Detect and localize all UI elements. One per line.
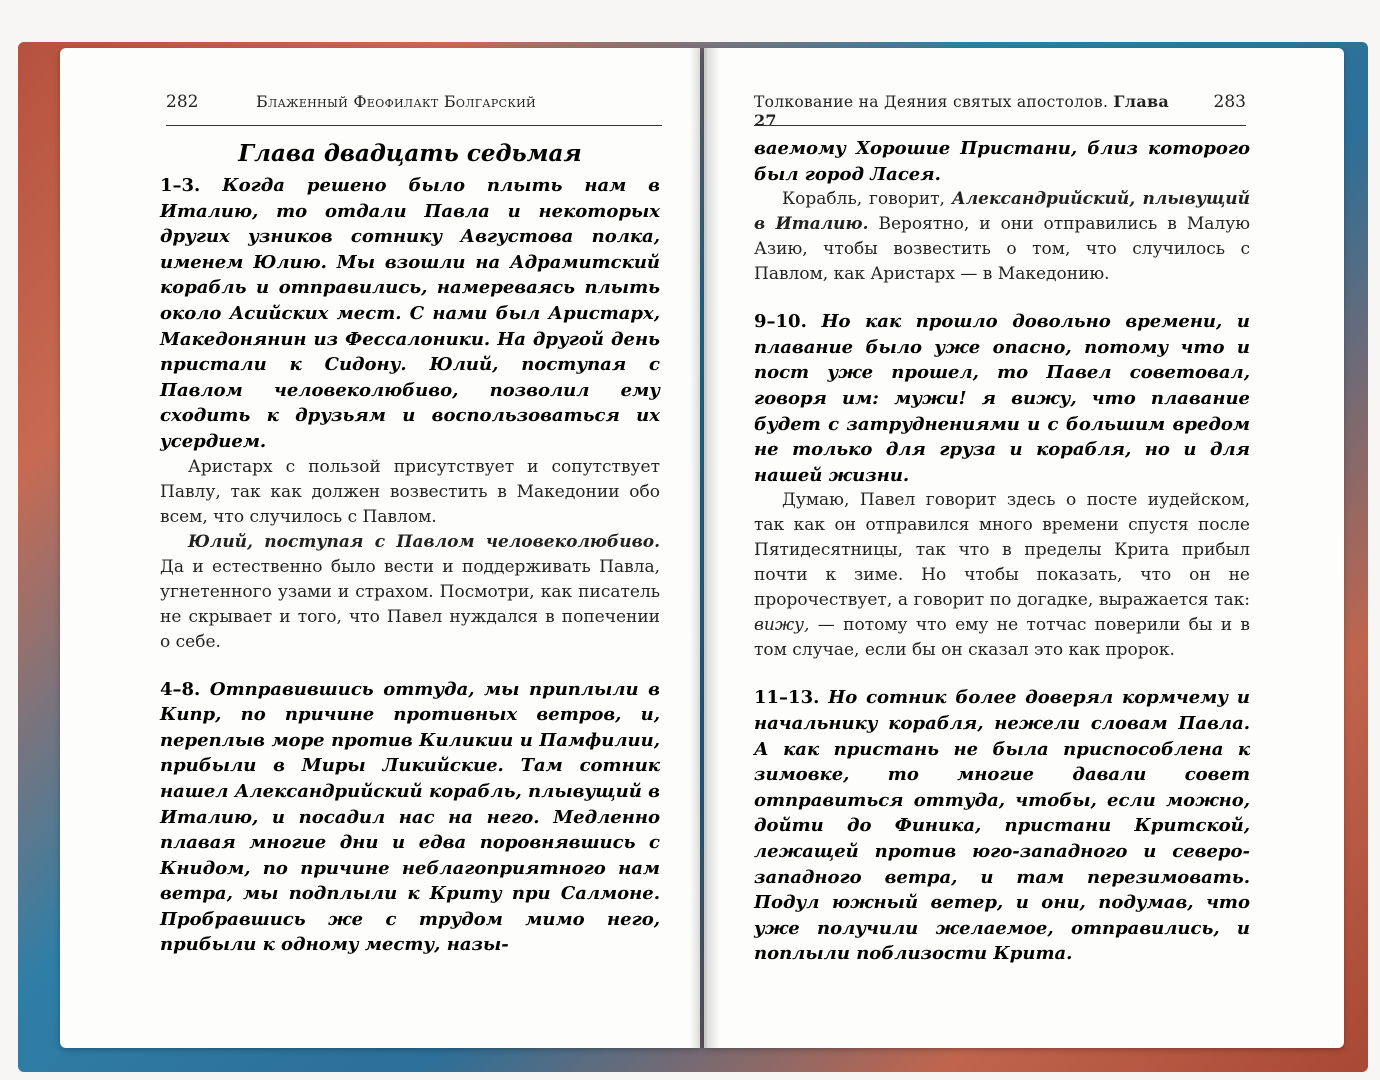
right-page <box>704 48 1344 1048</box>
quoted-phrase: Юлий, поступая с Павлом человеколюбиво. <box>188 531 660 552</box>
scripture-verse-continued: ваемому Хорошие Пристани, близ которого был город Ласея. <box>754 138 1250 185</box>
running-head-chapter: Глава 27 <box>754 92 1170 130</box>
commentary-text: Да и естественно было вести и поддерживать Павла, угнетенного узами и страхом. Посмотри, как писатель не скрывает и того, что Павел нуждался в попечении о себе. <box>160 556 660 652</box>
verse-text: Отправившись оттуда, мы приплыли в Кипр, по причине противных ветров, и, переплыв море против Киликии и Памфилии, прибыли в Миры Ликийские. Там сотник нашел Александрийский корабль, плывущий в Италию, и посадил нас на него. Медленно плавая многие дни и едва поровнявшись с Книдом, по причине неблагоприятного нам ветра, мы подплыли к Криту при Салмоне. Пробравшись же с трудом мимо него, прибыли к одному месту, назы- <box>160 678 660 956</box>
commentary-text: Вероятно, и они отправились в Малую Азию, чтобы возвестить о том, что случилось с Павлом, как Аристарх — в Македонию. <box>754 214 1250 285</box>
verse-text: Когда решено было плыть нам в Италию, то отдали Павла и некоторых других узников сотнику Августова полка, именем Юлию. Мы взошли на Адрамитский корабль и отправились, намереваясь плыть около Асийских мест. С нами был Аристарх, Македонянин из Фессалоники. На другой день пристали к Сидону. Юлий, поступая с Павлом человеколюбиво, позволил ему сходить к друзьям и воспользоваться их усердием. <box>160 175 660 452</box>
left-page <box>60 48 700 1048</box>
commentary-text: — потому что ему не тотчас поверили бы и в том случае, если бы он сказал это как пророк. <box>754 615 1250 661</box>
header-rule <box>754 125 1246 126</box>
verse-number: 11–13. <box>754 687 820 709</box>
page-number: 282 <box>166 92 199 112</box>
verse-text: Но сотник более доверял кормчему и начальнику корабля, нежели словам Павла. А как пристань не была приспособлена к зимовке, то многие давали совет отправиться оттуда, чтобы, если можно, дойти до Финика, пристани Критской, лежащей против юго-западного и северо-западного ветра, и там перезимовать. Подул южный ветер, и они, подумав, что уже получили желаемое, отправились, и поплыли поблизости Крита. <box>754 687 1250 965</box>
page-number: 283 <box>1213 92 1246 112</box>
verse-number: 4–8. <box>160 678 201 700</box>
left-content <box>160 136 660 958</box>
commentary-text: Корабль, говорит, <box>782 189 945 210</box>
right-header <box>754 86 1246 130</box>
right-content <box>754 136 1250 967</box>
commentary-paragraph <box>754 488 1250 663</box>
scripture-verse <box>754 309 1250 488</box>
scripture-verse <box>160 173 660 455</box>
quoted-word: вижу, <box>754 615 810 636</box>
verse-number: 9–10. <box>754 311 807 333</box>
chapter-title: Глава двадцать седьмая <box>238 140 582 167</box>
book-gutter <box>690 48 720 1048</box>
commentary-paragraph <box>160 530 660 655</box>
scripture-verse <box>754 685 1250 967</box>
commentary-text: Думаю, Павел говорит здесь о посте иудейском, так как он отправился много времени спустя после Пятидесятницы, так что в пределы Крита прибыл почти к зиме. Но чтобы показать, что он не пророчествует, а говорит по догадке, выражается так: <box>754 490 1250 611</box>
commentary-paragraph: Аристарх с пользой присутствует и сопутствует Павлу, так как должен возвестить в Македонии обо всем, что случилось с Павлом. <box>160 456 660 527</box>
quoted-phrase: Александрийский, плывущий в Италию. <box>754 189 1250 235</box>
verse-text: Но как прошло довольно времени, и плавание было уже опасно, потому что и пост уже прошел, то Павел советовал, говоря им: мужи! я вижу, что плавание будет с затруднениями и с большим вредом не только для груза и корабля, но и для нашей жизни. <box>754 311 1250 486</box>
header-rule <box>166 125 662 126</box>
verse-number: 1–3. <box>160 175 201 196</box>
running-head-title: Толкование на Деяния святых апостолов. <box>754 93 1109 111</box>
running-head: Блаженный Феофилакт Болгарский <box>256 92 536 111</box>
scripture-verse <box>160 677 660 959</box>
left-header <box>166 86 662 126</box>
commentary-paragraph <box>754 187 1250 287</box>
